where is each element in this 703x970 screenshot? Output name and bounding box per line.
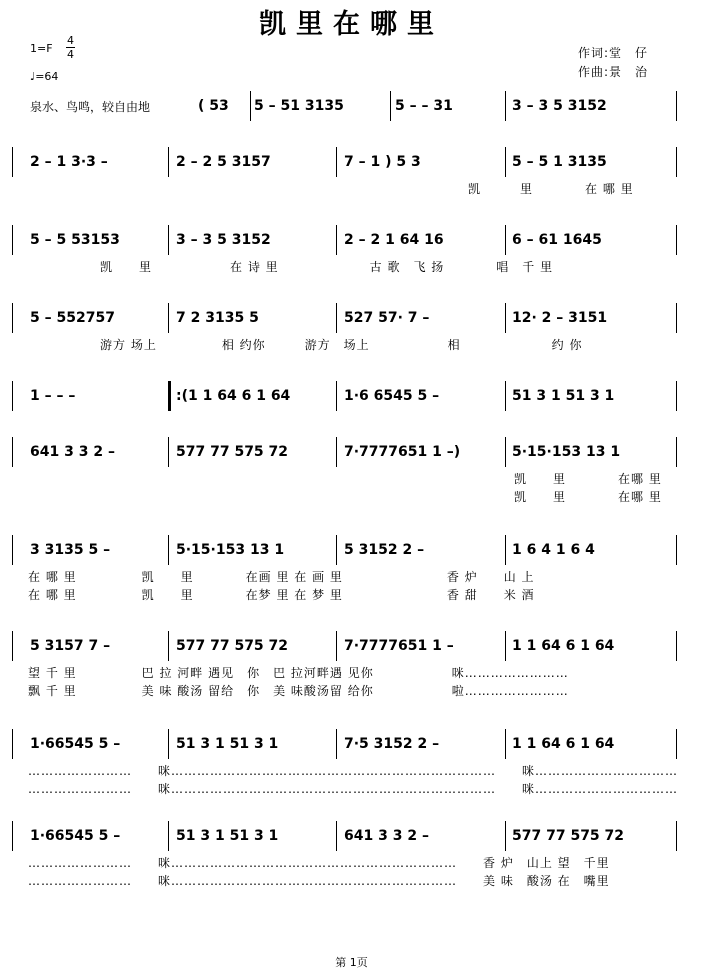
barline (168, 381, 171, 411)
measure-notes: 5 – 5 1 3135 (512, 154, 607, 170)
measure-notes: 2 – 2 5 3157 (176, 154, 271, 170)
barline (336, 225, 337, 255)
lyric-line: …………………… 咪………………………………………………………………… 咪…………………………… (28, 764, 679, 778)
time-signature-top: 4 (67, 34, 74, 47)
barline (168, 821, 169, 851)
barline (676, 91, 677, 121)
lyric-line: 凯 里 在 哪 里 (468, 182, 634, 196)
measure-notes: 3 – 3 5 3152 (176, 232, 271, 248)
measure-notes: 5 3157 7 – (30, 638, 111, 654)
barline (168, 147, 169, 177)
time-signature-bottom: 4 (67, 48, 74, 61)
barline (390, 91, 391, 121)
barline (676, 437, 677, 467)
barline (336, 303, 337, 333)
measure-notes: 5 – 5 53153 (30, 232, 120, 248)
lyric-line: 在 哪 里 凯 里 在画 里 在 画 里 香 炉 山 上 (28, 570, 535, 584)
lyric-line: …………………… 咪………………………………………………………………… 咪…………………………… (28, 782, 679, 796)
measure-notes: 7·7777651 1 – (344, 638, 454, 654)
barline (12, 225, 13, 255)
lyricist-credit: 作词:堂 仔 (578, 46, 649, 60)
barline (676, 381, 677, 411)
measure-notes: 51 3 1 51 3 1 (176, 828, 279, 844)
measure-notes: 51 3 1 51 3 1 (512, 388, 615, 404)
barline (505, 303, 506, 333)
barline (336, 381, 337, 411)
barline (12, 147, 13, 177)
barline (505, 535, 506, 565)
measure-notes: 1 1 64 6 1 64 (512, 736, 615, 752)
barline (12, 535, 13, 565)
measure-notes: 1·6 6545 5 – (344, 388, 440, 404)
measure-notes: 5·15·153 13 1 (176, 542, 285, 558)
lyric-line: 在 哪 里 凯 里 在梦 里 在 梦 里 香 甜 米 酒 (28, 588, 535, 602)
measure-notes: 7·5 3152 2 – (344, 736, 440, 752)
barline (505, 381, 506, 411)
barline (505, 147, 506, 177)
lyric-line: …………………… 咪………………………………………………………… 香 炉 山上 望 千里 (28, 856, 610, 870)
barline (676, 535, 677, 565)
barline (168, 437, 169, 467)
barline (505, 631, 506, 661)
lyric-line: 凯 里 在 诗 里 古 歌 飞 扬 唱 千 里 (100, 260, 554, 274)
measure-notes: 3 – 3 5 3152 (512, 98, 607, 114)
key-signature: 1=F (30, 42, 53, 55)
measure-notes: 12· 2 – 3151 (512, 310, 608, 326)
composer-credit: 作曲:景 治 (578, 65, 649, 79)
score-system (0, 732, 703, 802)
lyric-line: 凯 里 在哪 里 (514, 472, 662, 486)
measure-notes: 7·7777651 1 –) (344, 444, 461, 460)
measure-notes: 1 1 64 6 1 64 (512, 638, 615, 654)
lyric-line: 凯 里 在哪 里 (514, 490, 662, 504)
score-system (0, 150, 703, 220)
barline (168, 303, 169, 333)
measure-notes: 3 3135 5 – (30, 542, 111, 558)
measure-notes: 641 3 3 2 – (30, 444, 115, 460)
score-system (0, 440, 703, 510)
barline (336, 821, 337, 851)
measure-notes: 5 – 51 3135 (254, 98, 344, 114)
measure-notes: 577 77 575 72 (176, 444, 289, 460)
barline (336, 437, 337, 467)
measure-notes: 5 3152 2 – (344, 542, 425, 558)
measure-notes: :(1 1 64 6 1 64 (176, 388, 291, 404)
measure-notes: 577 77 575 72 (176, 638, 289, 654)
measure-notes: 641 3 3 2 – (344, 828, 429, 844)
barline (505, 91, 506, 121)
barline (676, 225, 677, 255)
barline (168, 729, 169, 759)
barline (168, 535, 169, 565)
barline (336, 631, 337, 661)
barline (676, 147, 677, 177)
barline (676, 631, 677, 661)
score-system (0, 538, 703, 608)
score-system (0, 306, 703, 376)
barline (336, 535, 337, 565)
score-system (0, 824, 703, 894)
lyric-line: 游方 场上 相 约你 游方 场上 相 约 你 (100, 338, 583, 352)
barline (505, 225, 506, 255)
measure-notes: 527 57· 7 – (344, 310, 430, 326)
barline (676, 303, 677, 333)
measure-notes: 577 77 575 72 (512, 828, 625, 844)
time-signature (66, 34, 75, 61)
barline (12, 821, 13, 851)
measure-notes: ( 53 (198, 98, 229, 114)
barline (12, 381, 13, 411)
barline (12, 631, 13, 661)
score-system (0, 634, 703, 704)
barline (505, 437, 506, 467)
measure-notes: 5·15·153 13 1 (512, 444, 621, 460)
measure-notes: 7 – 1 ) 5 3 (344, 154, 421, 170)
tempo-marking: ♩=64 (30, 70, 59, 83)
barline (250, 91, 251, 121)
barline (168, 631, 169, 661)
barline (336, 147, 337, 177)
measure-notes: 1 – – – (30, 388, 76, 404)
measure-notes: 2 – 1 3·3 – (30, 154, 108, 170)
barline (12, 303, 13, 333)
measure-notes: 7 2 3135 5 (176, 310, 259, 326)
lyric-line: …………………… 咪………………………………………………………… 美 味 酸汤 在 嘴里 (28, 874, 610, 888)
barline (676, 729, 677, 759)
barline (676, 821, 677, 851)
page-number: 第 1页 (335, 956, 368, 969)
measure-notes: 5 – – 31 (395, 98, 453, 114)
barline (12, 729, 13, 759)
barline (12, 437, 13, 467)
lyric-line: 望 千 里 巴 拉 河畔 遇见 你 巴 拉河畔遇 见你 咪…………………… (28, 666, 569, 680)
lyric-line: 飘 千 里 美 味 酸汤 留给 你 美 味酸汤留 给你 啦…………………… (28, 684, 569, 698)
barline (336, 729, 337, 759)
page-title: 凯里在哪里 (259, 9, 444, 40)
measure-notes: 1 6 4 1 6 4 (512, 542, 595, 558)
measure-notes: 6 – 61 1645 (512, 232, 602, 248)
barline (505, 729, 506, 759)
measure-notes: 51 3 1 51 3 1 (176, 736, 279, 752)
intro-instruction: 泉水、鸟鸣，较自由地 (30, 100, 151, 114)
measure-notes: 2 – 2 1 64 16 (344, 232, 444, 248)
measure-notes: 1·66545 5 – (30, 828, 121, 844)
measure-notes: 5 – 552757 (30, 310, 115, 326)
barline (505, 821, 506, 851)
barline (168, 225, 169, 255)
measure-notes: 1·66545 5 – (30, 736, 121, 752)
score-system (0, 228, 703, 298)
